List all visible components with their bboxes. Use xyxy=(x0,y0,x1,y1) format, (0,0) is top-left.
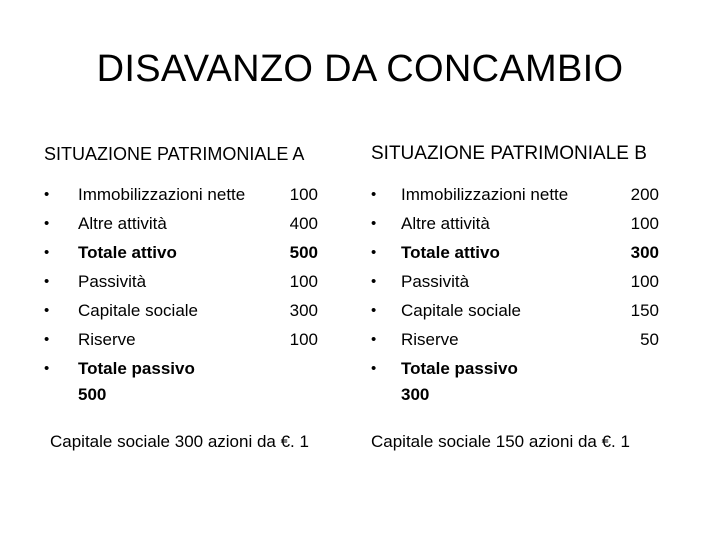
list-item xyxy=(44,180,334,209)
bullet-icon: • xyxy=(371,360,377,377)
list-item xyxy=(44,354,334,412)
item-value: 150 xyxy=(630,301,659,320)
list-item xyxy=(44,325,334,354)
item-label: Capitale sociale xyxy=(78,301,199,320)
item-value: 100 xyxy=(630,214,659,233)
item-value: 300 xyxy=(630,243,659,262)
item-label: Totale passivo 300 xyxy=(401,359,518,404)
situazione-b-section xyxy=(371,142,671,412)
item-value: 100 xyxy=(289,330,318,349)
bullet-icon: • xyxy=(371,215,377,232)
bullet-icon: • xyxy=(371,244,377,261)
bullet-icon: • xyxy=(44,360,50,377)
list-item xyxy=(371,325,671,354)
bullet-icon: • xyxy=(371,331,377,348)
item-value: 100 xyxy=(289,185,318,204)
item-label: Immobilizzazioni nette xyxy=(78,185,246,204)
item-label: Totale attivo xyxy=(78,243,177,262)
item-label: Passività xyxy=(401,272,470,291)
list-item xyxy=(371,354,671,412)
capital-note-b: Capitale sociale 150 azioni da €. 1 xyxy=(371,432,630,451)
bullet-icon: • xyxy=(44,273,50,290)
item-value: 50 xyxy=(640,330,659,349)
item-label: Immobilizzazioni nette xyxy=(401,185,569,204)
item-label: Riserve xyxy=(78,330,136,349)
bullet-icon: • xyxy=(44,244,50,261)
bullet-icon: • xyxy=(44,215,50,232)
bullet-icon: • xyxy=(44,331,50,348)
item-value: 500 xyxy=(289,243,318,262)
item-label: Totale passivo 500 xyxy=(78,359,195,404)
section-heading-a: SITUAZIONE PATRIMONIALE A xyxy=(44,144,305,164)
item-value: 100 xyxy=(630,272,659,291)
list-item xyxy=(371,180,671,209)
list-item xyxy=(371,267,671,296)
item-value: 100 xyxy=(289,272,318,291)
item-label: Altre attività xyxy=(401,214,490,233)
item-label: Passività xyxy=(78,272,147,291)
item-label: Altre attività xyxy=(78,214,167,233)
item-label: Totale attivo xyxy=(401,243,500,262)
item-value: 200 xyxy=(630,185,659,204)
bullet-icon: • xyxy=(44,302,50,319)
item-value: 300 xyxy=(289,301,318,320)
situazione-b-list xyxy=(371,180,671,412)
item-label: Capitale sociale xyxy=(401,301,522,320)
bullet-icon: • xyxy=(371,273,377,290)
bullet-icon: • xyxy=(44,186,50,203)
item-label: Riserve xyxy=(401,330,459,349)
bullet-icon: • xyxy=(371,186,377,203)
list-item xyxy=(371,296,671,325)
bullet-icon: • xyxy=(371,302,377,319)
list-item xyxy=(44,238,334,267)
list-item xyxy=(371,209,671,238)
page-title: DISAVANZO DA CONCAMBIO xyxy=(96,48,624,90)
situazione-a-list xyxy=(44,180,334,412)
section-heading-b: SITUAZIONE PATRIMONIALE B xyxy=(371,143,647,164)
list-item xyxy=(44,209,334,238)
situazione-a-section xyxy=(44,142,334,412)
list-item xyxy=(44,267,334,296)
list-item xyxy=(371,238,671,267)
item-value: 400 xyxy=(289,214,318,233)
list-item xyxy=(44,296,334,325)
capital-note-a: Capitale sociale 300 azioni da €. 1 xyxy=(50,432,309,451)
